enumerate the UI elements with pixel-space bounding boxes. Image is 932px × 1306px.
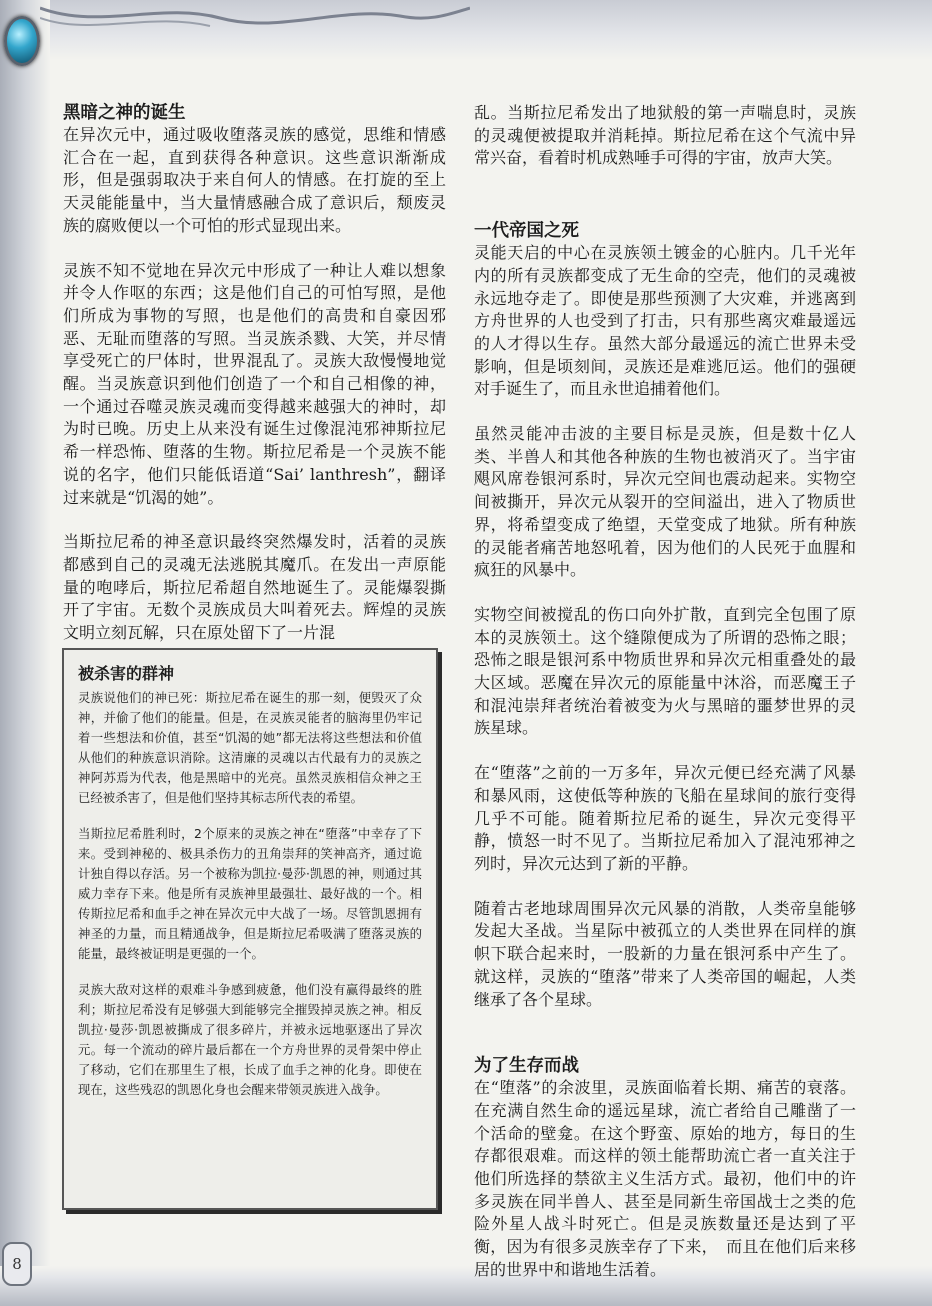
paragraph: 虽然灵能冲击波的主要目标是灵族，但是数十亿人类、半兽人和其他各种族的生物也被消灭了。当宇宙飓风席卷银河系时，异次元空间也震动起来。实物空间被撕开，异次元从裂开的空间溢出，进入了物质世界，将希望变成了绝望，天堂变成了地狱。所有种族的灵能者痛苦地怒吼着，因为他们的人民死于血腥和疯狂的风暴中。 xyxy=(474,424,856,580)
right-column xyxy=(474,102,856,1304)
sidebar-box-slain-gods xyxy=(62,648,438,1210)
paragraph: 当斯拉尼希的神圣意识最终突然爆发时，活着的灵族都感到自己的灵魂无法逃脱其魔爪。在发出一声原能量的咆哮后，斯拉尼希超自然地诞生了。灵能爆裂撕开了宇宙。无数个灵族成员大叫着死去。辉煌的灵族文明立刻瓦解，只在原处留下了一片混 xyxy=(63,532,446,643)
sidebar-paragraph: 灵族说他们的神已死：斯拉尼希在诞生的那一刻，便毁灭了众神，并偷了他们的能量。但是，在灵族灵能者的脑海里仍牢记着一些想法和价值，甚至“饥渴的她”都无法将这些想法和价值从他们的种族意识消除。这清廉的灵魂以古代最有力的灵族之神阿苏焉为代表，他是黑暗中的光亮。虽然灵族相信众神之王已经被杀害了，但是他们坚持其标志所代表的希望。 xyxy=(78,690,422,805)
paragraph: 在“堕落”的余波里，灵族面临着长期、痛苦的衰落。在充满自然生命的遥远星球，流亡者给自己雕凿了一个活命的壁龛。在这个野蛮、原始的地方，每日的生存都很艰难。而这样的领土能帮助流亡者一直关注于他们所选择的禁欲主义生活方式。最初，他们中的许多灵族在同半兽人、甚至是同新生帝国战士之类的危险外星人战斗时死亡。但是灵族数量还是达到了平衡，因为有很多灵族幸存了下来， 而且在他们后来移居的世界中和谐地生活着。 xyxy=(474,1078,856,1279)
continued-paragraph: 乱。当斯拉尼希发出了地狱般的第一声喘息时，灵族的灵魂便被提取并消耗掉。斯拉尼希在这个气流中异常兴奋，看着时机成熟唾手可得的宇宙，放声大笑。 xyxy=(474,103,856,168)
paragraph: 在“堕落”之前的一万多年，异次元便已经充满了风暴和暴风雨，这使低等种族的飞船在星球间的旅行变得几乎不可能。随着斯拉尼希的诞生，异次元变得平静，愤怒一时不见了。当斯拉尼希加入了混沌邪神之列时，异次元达到了新的平静。 xyxy=(474,763,856,873)
section-heading-birth-of-dark-god: 黑暗之神的诞生 xyxy=(63,103,186,123)
section-heading-fight-for-survival: 为了生存而战 xyxy=(474,1056,579,1077)
paragraph: 灵族不知不觉地在异次元中形成了一种让人难以想象并令人作呕的东西；这是他们自己的可怕写照，是他们所成为事物的写照，也是他们的高贵和自豪因邪恶、无耻而堕落的写照。当灵族杀戮、大笑，并尽情享受死亡的尸体时，世界混乱了。灵族大敌慢慢地觉醒。当灵族意识到他们创造了一个和自己相像的神，一个通过吞噬灵族灵魂而变得越来越强大的神时，却为时已晚。历史上从来没有诞生过像混沌邪神斯拉尼希一样恐怖、堕落的生物。斯拉尼希是一个灵族不能说的名字，他们只能低语道“Sai’ lanthresh”，翻译过来就是“饥渴的她”。 xyxy=(63,260,446,507)
paragraph: 随着古老地球周围异次元风暴的消散，人类帝皇能够发起大圣战。当星际中被孤立的人类世界在同样的旗帜下联合起来时，一股新的力量在银河系中产生了。就这样，灵族的“堕落”带来了人类帝国的崛起，人类继承了各个星球。 xyxy=(474,898,856,1009)
blue-gem-ornament xyxy=(4,16,40,66)
page-number: 8 xyxy=(2,1242,32,1286)
paragraph: 在异次元中，通过吸收堕落灵族的感觉，思维和情感汇合在一起，直到获得各种意识。这些意识渐渐成形，但是强弱取决于来自何人的情感。在打旋的至上天灵能能量中，当大量情感融合成了意识后，颓废灵族的腐败便以一个可怕的形式显现出来。 xyxy=(63,125,446,235)
sidebar-heading: 被杀害的群神 xyxy=(78,664,175,683)
left-column xyxy=(63,102,446,667)
section-heading-death-of-empire: 一代帝国之死 xyxy=(474,221,579,242)
sidebar-paragraph: 灵族大敌对这样的艰难斗争感到疲惫，他们没有赢得最终的胜利；斯拉尼希没有足够强大到能够完全摧毁掉灵族之神。相反凯拉·曼莎·凯恩被撕成了很多碎片，并被永远地驱逐出了异次元。每一个流动的碎片最后都在一个方舟世界的灵骨架中停止了移动，它们在那里生了根，长成了血手之神的化身。即使在现在，这些残忍的凯恩化身也会醒来带领灵族进入战争。 xyxy=(78,982,422,1097)
paragraph: 实物空间被搅乱的伤口向外扩散，直到完全包围了原本的灵族领土。这个缝隙便成为了所谓的恐怖之眼；恐怖之眼是银河系中物质世界和异次元相重叠处的最大区域。恶魔在异次元的原能量中沐浴，而恶魔王子和混沌崇拜者统治着被变为火与黑暗的噩梦世界的灵族星球。 xyxy=(474,604,856,738)
left-frame-border xyxy=(0,0,50,1306)
filigree-ornament xyxy=(40,0,470,40)
paragraph: 灵能天启的中心在灵族领土镀金的心脏内。几千光年内的所有灵族都变成了无生命的空壳，他们的灵魂被永远地夺走了。即使是那些预测了大灾难，并逃离到方舟世界的人也受到了打击，只有那些离灾难最遥远的人才得以生存。虽然大部分最遥远的流亡世界未受影响，但是顷刻间，灵族还是难逃厄运。他们的强硬对手诞生了，而且永世追捕着他们。 xyxy=(474,243,856,399)
sidebar-paragraph: 当斯拉尼希胜利时，2个原来的灵族之神在“堕落”中幸存了下来。受到神秘的、极具杀伤力的丑角崇拜的笑神高齐，通过诡计独自得以存活。另一个被称为凯拉·曼莎·凯恩的神，则通过其威力幸存下来。他是所有灵族神里最强壮、最好战的一个。相传斯拉尼希和血手之神在异次元中大战了一场。尽管凯恩拥有神圣的力量，而且精通战争，但是斯拉尼希吸满了堕落灵族的能量，最终被证明是更强的一个。 xyxy=(78,826,422,961)
